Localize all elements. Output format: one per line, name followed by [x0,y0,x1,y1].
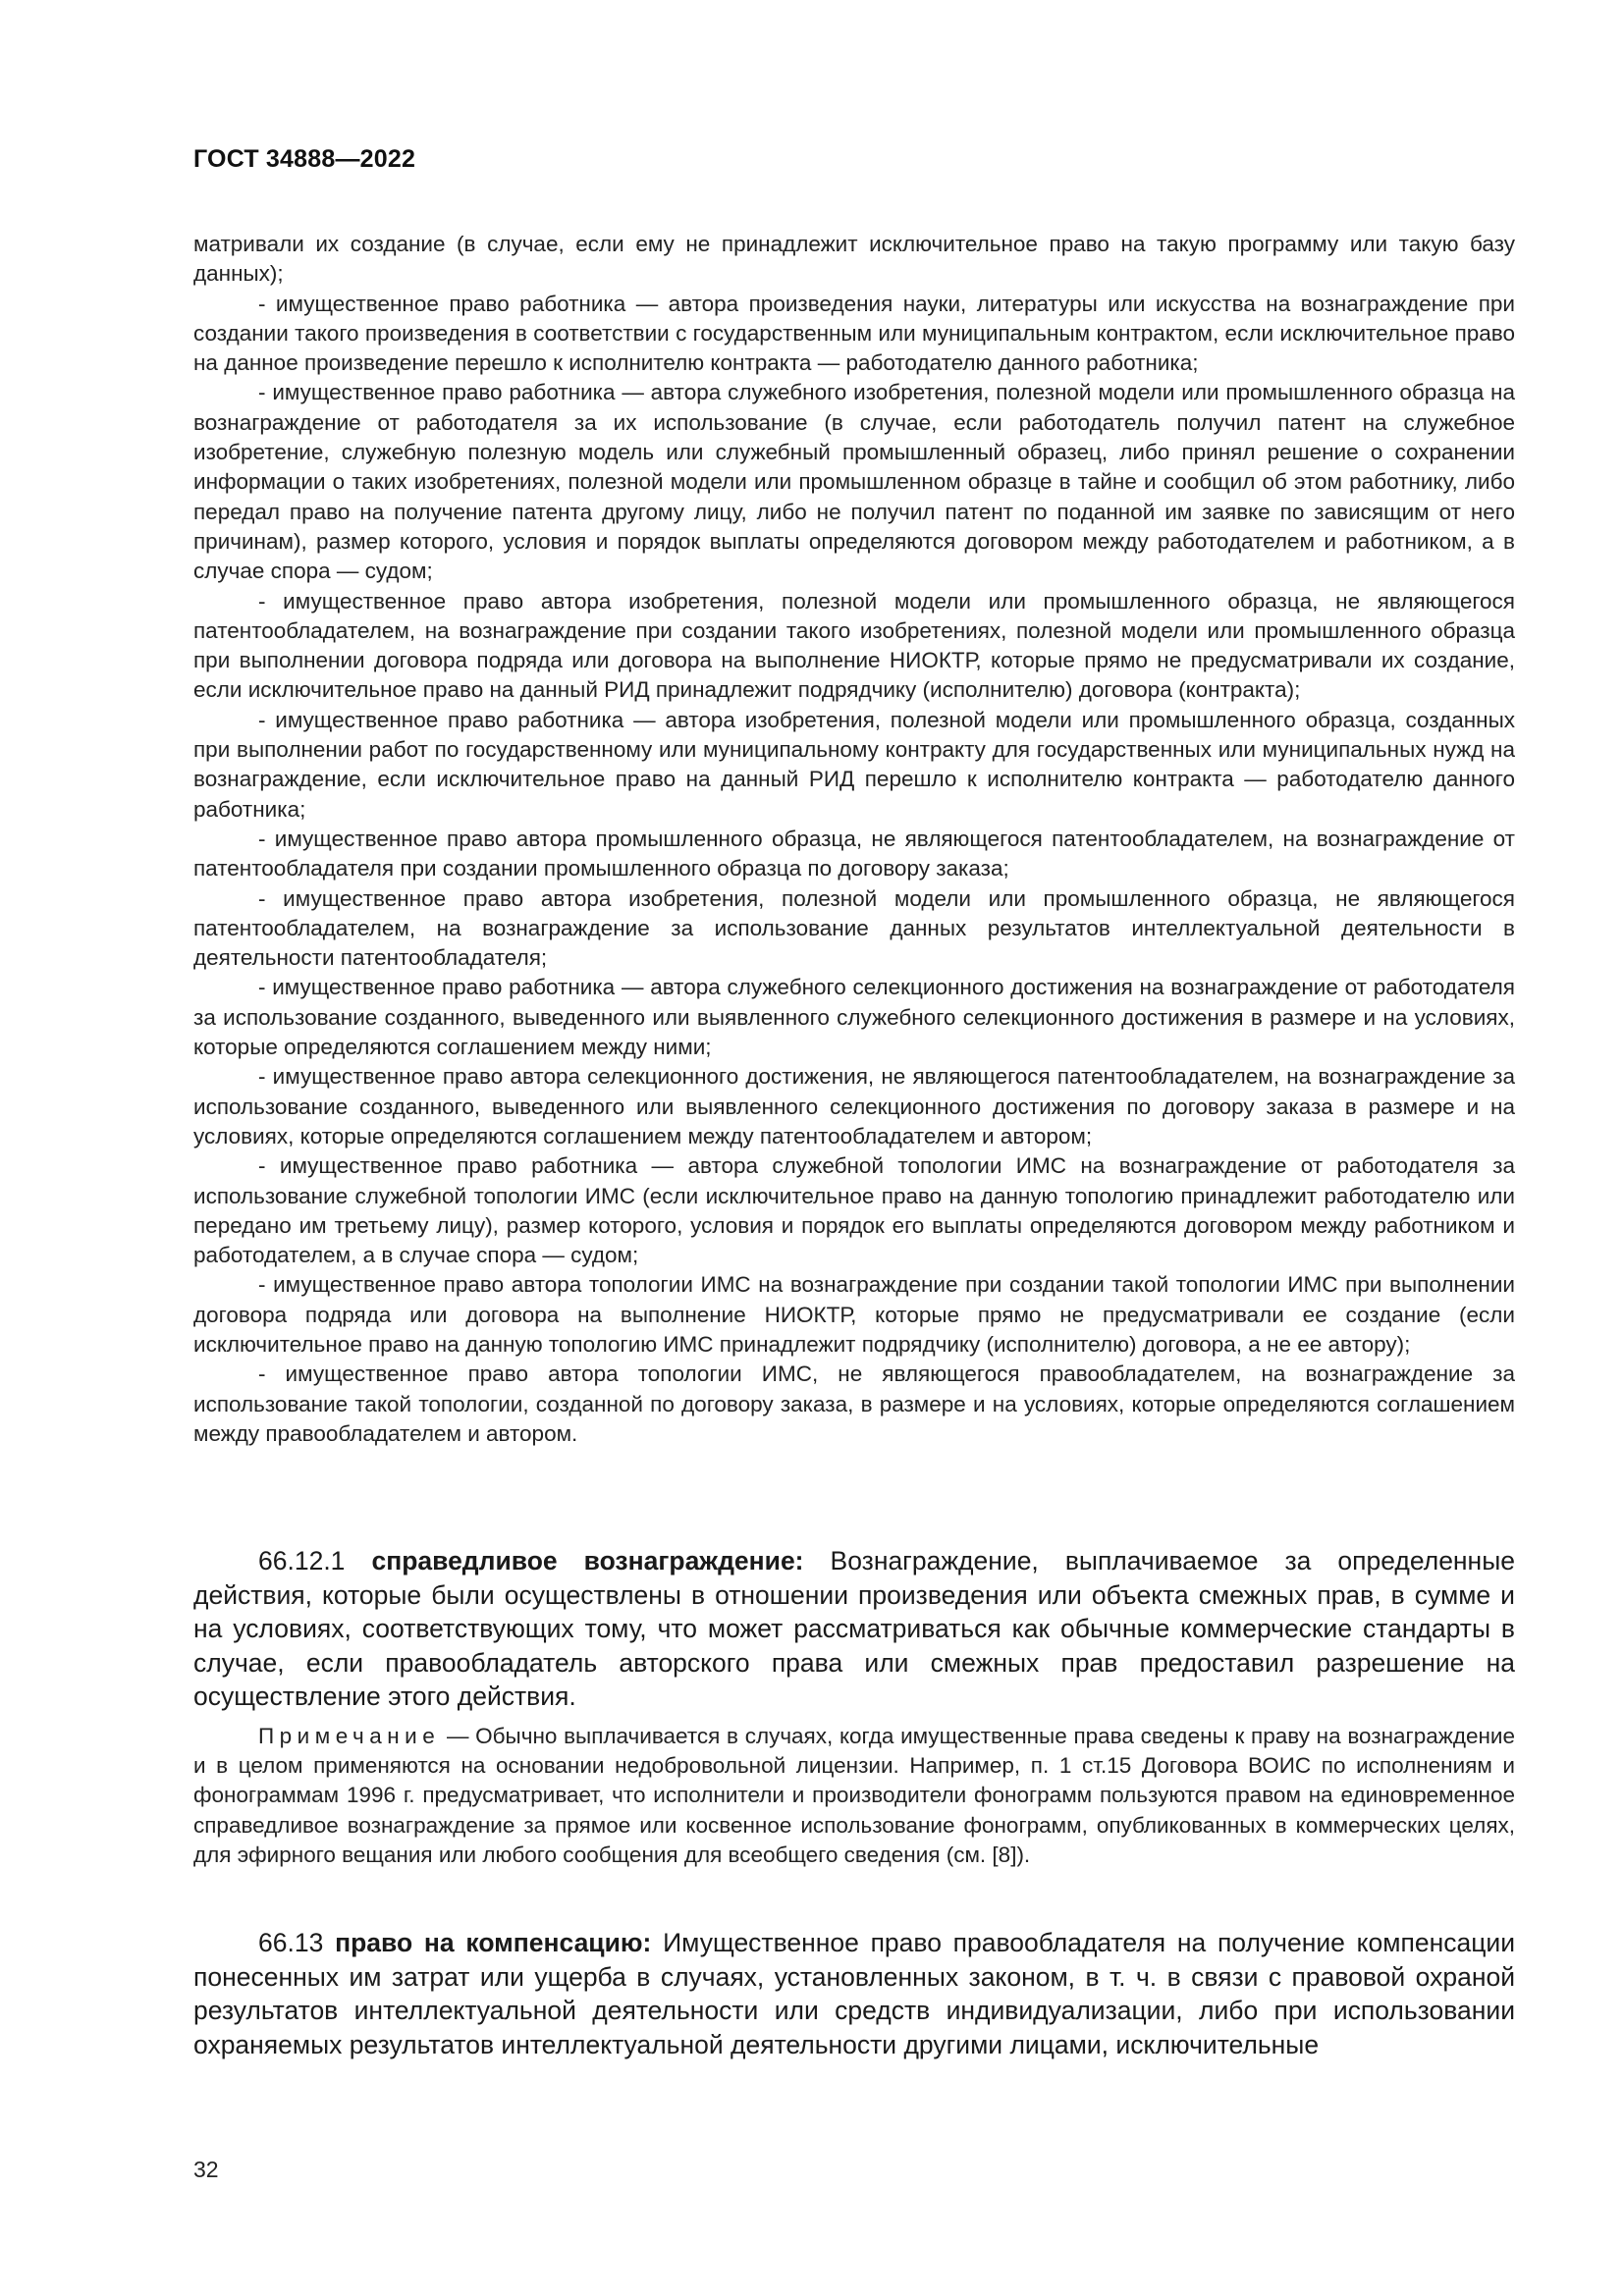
definition-number: 66.13 [258,1928,324,1957]
list-item: - имущественное право работника — автора изобретения, полезной модели или промышленного образца, созданных при выполнении работ по государственному или муниципальному контракту для государственных или муниципальных нужд на вознаграждение, если исключительное право на данный РИД перешло к исполнителю контракта — работодателю данного работника; [193,707,1515,822]
definition-right-to-compensation [193,1926,1515,2061]
list-item: - имущественное право работника — автора произведения науки, литературы или искусства на вознаграждение при создании такого произведения в соответствии с государственным или муниципальным контрактом, если исключительное право на данное произведение перешло к исполнителю контракта — работодателю данного работника; [193,291,1515,376]
list-item: - имущественное право работника — автора служебного селекционного достижения на вознаграждение от работодателя за использование созданного, выведенного или выявленного служебного селекционного достижения в размере и на условиях, которые определяются соглашением между ними; [193,975,1515,1060]
page-number: 32 [193,2157,219,2182]
list-item: - имущественное право автора промышленного образца, не являющегося патентообладателем, на вознаграждение от патентообладателя при создании промышленного образца по договору заказа; [193,826,1515,881]
note-block [193,1722,1515,1870]
list-item: - имущественное право работника — автора служебной топологии ИМС на вознаграждение от работодателя за использование служебной топологии ИМС (если исключительное право на данную топологию принадлежит работодателю или передано им третьему лицу), размер которого, условия и порядок его выплаты определяются договором между работником и работодателем, а в случае спора — судом; [193,1153,1515,1268]
definition-number: 66.12.1 [258,1546,346,1575]
list-item: - имущественное право автора селекционного достижения, не являющегося патентообладателем, на вознаграждение за использование созданного, выведенного или выявленного селекционного достижения по договору заказа в размере и на условиях, которые определяются соглашением между патентообладателем и автором; [193,1064,1515,1148]
list-item: - имущественное право автора топологии ИМС, не являющегося правообладателем, на вознаграждение за использование такой топологии, созданной по договору заказа, в размере и на условиях, которые определяются соглашением между правообладателем и автором. [193,1362,1515,1446]
note-label: Примечание [258,1724,441,1748]
definition-fair-remuneration [193,1544,1515,1714]
rights-list [193,230,1515,1449]
definition-term: право на компенсацию: [335,1928,652,1957]
definition-text: Имущественное право правообладателя на получение компенсации понесенных им затрат или ущерба в случаях, установленных законом, в т. ч. в связи с правовой охраной результатов интеллектуальной деятельности или средств индивидуализации, либо при использовании охраняемых результатов интеллектуальной деятельности другими лицами, исключительные [193,1928,1515,2059]
note-text: — Обычно выплачивается в случаях, когда имущественные права сведены к праву на вознаграждение и в целом применяются на основании недобровольной лицензии. Например, п. 1 ст.15 Договора ВОИС по исполнениям и фонограммам 1996 г. предусматривает, что исполнители и производители фонограмм пользуются правом на единовременное справедливое вознаграждение за прямое или косвенное использование фонограмм, опубликованных в коммерческих целях, для эфирного вещания или любого сообщения для всеобщего сведения (см. [8]). [193,1724,1515,1867]
list-item: - имущественное право работника — автора служебного изобретения, полезной модели или промышленного образца на вознаграждение от работодателя за их использование (в случае, если работодатель получил патент на служебное изобретение, служебную полезную модель или служебный промышленный образец, либо принял решение о сохранении информации о таких изобретениях, полезной модели или промышленном образце в тайне и сообщил об этом работнику, либо передал право на получение патента другому лицу, либо не получил патент по поданной им заявке по зависящим от него причинам), размер которого, условия и порядок выплаты определяются договором между работодателем и работником, а в случае спора — судом; [193,380,1515,584]
list-item: - имущественное право автора изобретения, полезной модели или промышленного образца, не являющегося патентообладателем, на вознаграждение при создании такого изобретениях, полезной модели или промышленного образца при выполнении договора подряда или договора на выполнение НИОКТР, которые прямо не предусматривали их создание, если исключительное право на данный РИД принадлежит подрядчику (исполнителю) договора (контракта); [193,588,1515,703]
intro-fragment: матривали их создание (в случае, если ему не принадлежит исключительное право на такую программу или такую базу данных); [193,232,1515,287]
standard-header: ГОСТ 34888—2022 [193,145,416,173]
definition-term: справедливое вознаграждение: [371,1546,804,1575]
definition-text: Вознаграждение, выплачиваемое за определенные действия, которые были осуществлены в отношении произведения или объекта смежных прав, в сумме и на условиях, соответствующих тому, что может рассматриваться как обычные коммерческие стандарты в случае, если правообладатель авторского права или смежных прав предоставил разрешение на осуществление этого действия. [193,1546,1515,1711]
list-item: - имущественное право автора топологии ИМС на вознаграждение при создании такой топологии ИМС при выполнении договора подряда или договора на выполнение НИОКТР, которые прямо не предусматривали ее создание (если исключительное право на данную топологию ИМС принадлежит подрядчику (исполнителю) договора, а не ее автору); [193,1272,1515,1357]
list-item: - имущественное право автора изобретения, полезной модели или промышленного образца, не являющегося патентообладателем, на вознаграждение за использование данных результатов интеллектуальной деятельности в деятельности патентообладателя; [193,885,1515,971]
